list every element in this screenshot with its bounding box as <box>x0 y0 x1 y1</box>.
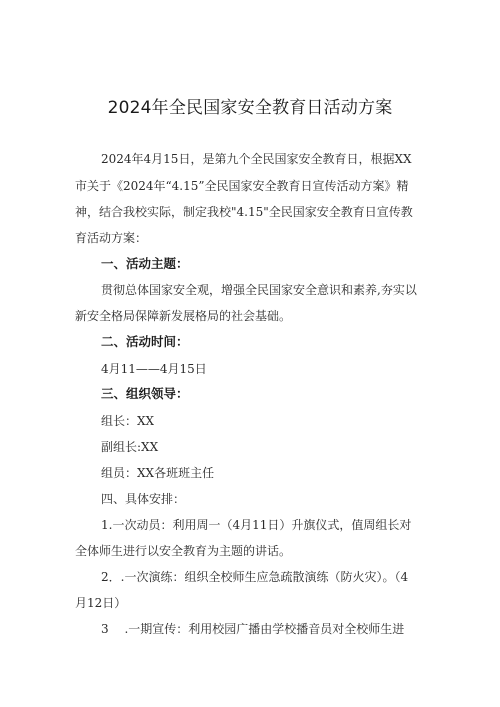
deputy-leader-text: 副组长:XX <box>101 440 159 454</box>
section-heading-arrangements: 四、具体安排： <box>101 492 186 506</box>
paragraph-intro-line-3: 神，结合我校实际，制定我校"4.15"全民国家安全教育日宣传教 <box>75 205 413 219</box>
time-text: 4月11——4月15日 <box>101 362 207 376</box>
section-heading-time: 二、活动时间： <box>101 334 189 349</box>
paragraph-intro-line-4: 育活动方案： <box>75 231 148 245</box>
members-text: 组员：XX各班班主任 <box>101 466 215 480</box>
arrangement-2-line-1: 2．.一次演练：组织全校师生应急疏散演练（防火灾）。（4 <box>101 570 409 584</box>
arrangement-1-line-2: 全体师生进行以安全教育为主题的讲话。 <box>75 544 292 558</box>
arrangement-2-line-2: 月12日） <box>75 596 127 610</box>
theme-text-line-2: 新安全格局保障新发展格局的社会基础。 <box>75 309 292 323</box>
paragraph-intro-line-1: 2024年4月15日，是第九个全民国家安全教育日，根据XX <box>101 152 412 166</box>
leader-text: 组长：XX <box>101 414 155 428</box>
arrangement-3-line-1: 3 .一期宣传：利用校园广播由学校播音员对全校师生进 <box>101 622 405 636</box>
theme-text-line-1: 贯彻总体国家安全观，增强全民国家安全意识和素养,夯实以 <box>101 283 417 297</box>
section-heading-leadership: 三、组织领导： <box>101 386 189 401</box>
arrangement-1-line-1: 1.一次动员：利用周一（4月11日）升旗仪式，值周组长对 <box>101 518 412 532</box>
document-title: 2024年全民国家安全教育日活动方案 <box>107 98 393 118</box>
section-heading-theme: 一、活动主题： <box>101 256 189 271</box>
paragraph-intro-line-2: 市关于《2024年“4.15”全民国家安全教育日宣传活动方案》精 <box>75 179 409 193</box>
